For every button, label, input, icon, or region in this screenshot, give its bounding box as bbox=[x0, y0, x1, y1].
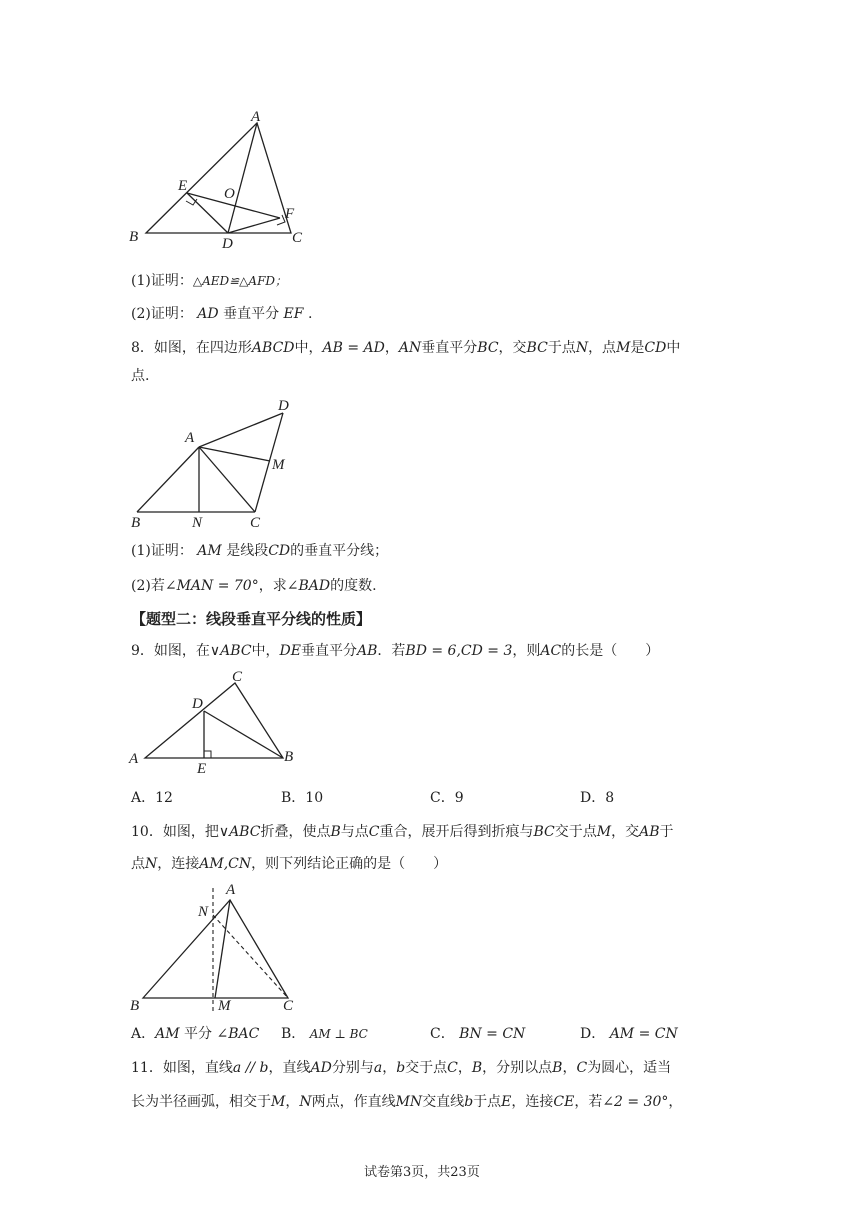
q10-option-c[interactable]: C． BN = CN bbox=[430, 1026, 526, 1042]
label-D: D bbox=[278, 398, 289, 414]
label-A: A bbox=[226, 882, 236, 898]
label-C: C bbox=[232, 669, 243, 685]
label-O: O bbox=[224, 186, 235, 202]
figure-q10 bbox=[125, 878, 315, 1018]
label-A: A bbox=[129, 751, 139, 767]
q10-line2: 点N，连接AM,CN，则下列结论正确的是（ ） bbox=[131, 856, 448, 872]
label-E: E bbox=[178, 178, 188, 194]
label-B: B bbox=[130, 998, 140, 1014]
figure-q9 bbox=[125, 668, 305, 778]
label-E: E bbox=[197, 761, 207, 777]
section-heading: 【题型二：线段垂直平分线的性质】 bbox=[131, 610, 372, 628]
q10-line1: 10．如图，把∨ABC折叠，使点B与点C重合，展开后得到折痕与BC交于点M，交AB于 bbox=[131, 824, 674, 840]
q7-part1: (1)证明：△AED≌△AFD； bbox=[131, 273, 288, 289]
q11-line2: 长为半径画弧，相交于M，N两点，作直线MN交直线b于点E，连接CE，若∠2 = 30°， bbox=[131, 1094, 683, 1110]
label-C: C bbox=[292, 230, 303, 246]
label-M: M bbox=[272, 457, 285, 473]
figure-q7 bbox=[120, 105, 320, 250]
q10-option-d[interactable]: D． AM = CN bbox=[580, 1026, 678, 1042]
label-C: C bbox=[250, 515, 261, 531]
q9-option-b[interactable]: B．10 bbox=[281, 790, 324, 806]
q8-line2: 点. bbox=[131, 368, 150, 384]
label-D: D bbox=[222, 236, 233, 250]
q8-part1: (1)证明： AM 是线段CD的垂直平分线； bbox=[131, 543, 389, 559]
label-A: A bbox=[185, 430, 195, 446]
label-N: N bbox=[192, 515, 203, 531]
label-B: B bbox=[129, 229, 139, 245]
label-A: A bbox=[251, 109, 261, 125]
q10-option-b[interactable]: B． AM ⊥ BC bbox=[281, 1026, 368, 1042]
label-C: C bbox=[283, 998, 294, 1014]
q8-line1: 8．如图，在四边形ABCD中，AB = AD，AN垂直平分BC，交BC于点N，点M是CD中 bbox=[131, 340, 681, 356]
label-B: B bbox=[284, 749, 294, 765]
label-F: F bbox=[285, 206, 295, 222]
q9-option-a[interactable]: A．12 bbox=[131, 790, 173, 806]
page-footer: 试卷第3页，共23页 bbox=[364, 1165, 480, 1180]
label-B: B bbox=[131, 515, 141, 531]
label-D: D bbox=[192, 696, 203, 712]
q8-part2: (2)若∠MAN = 70°，求∠BAD的度数. bbox=[131, 578, 377, 594]
q10-option-a[interactable]: A．AM 平分 ∠BAC bbox=[131, 1026, 260, 1042]
figure-q8 bbox=[125, 395, 305, 535]
q9-option-d[interactable]: D．8 bbox=[580, 790, 615, 806]
q9-option-c[interactable]: C．9 bbox=[430, 790, 464, 806]
q7-part2: (2)证明： AD 垂直平分 EF . bbox=[131, 306, 313, 322]
q9-stem: 9．如图，在∨ABC中，DE垂直平分AB．若BD = 6,CD = 3，则AC的长是（ ） bbox=[131, 643, 660, 659]
label-M: M bbox=[218, 998, 231, 1014]
q11-line1: 11．如图，直线a // b，直线AD分别与a，b交于点C，B，分别以点B，C为圆心，适当 bbox=[131, 1060, 672, 1076]
label-N: N bbox=[198, 904, 209, 920]
